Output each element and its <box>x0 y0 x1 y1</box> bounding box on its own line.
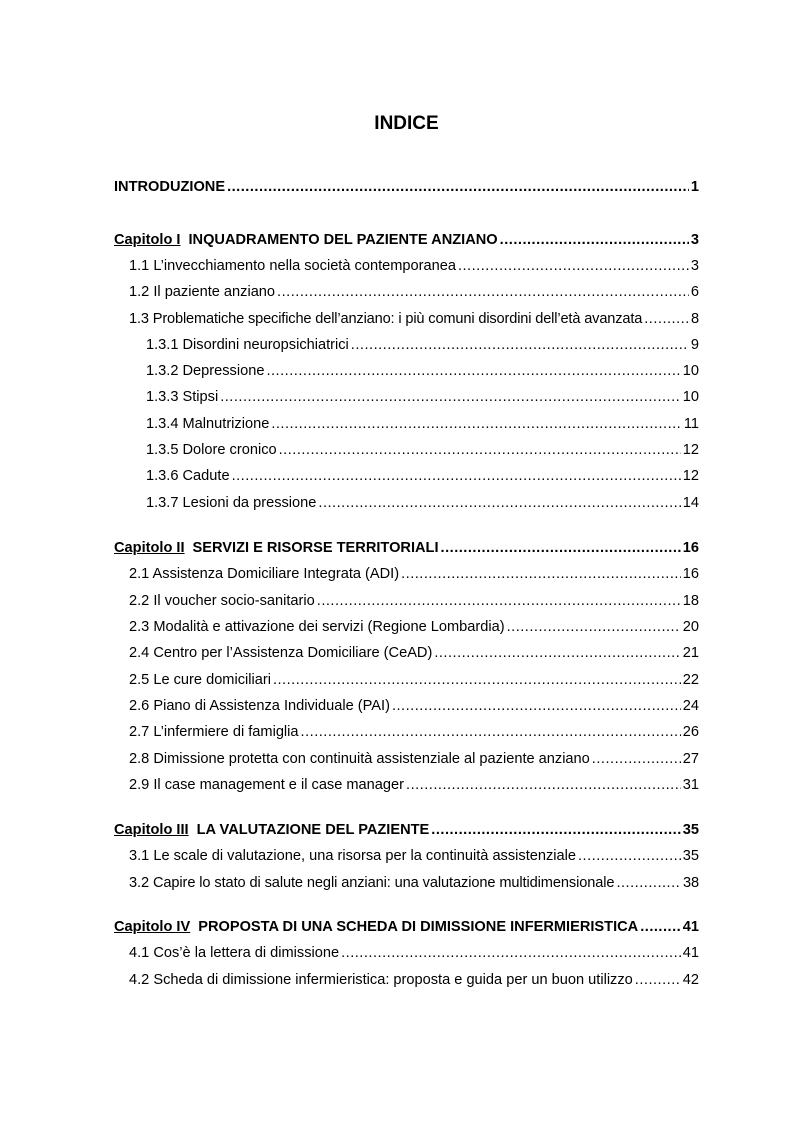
toc-entry-label: 1.3.2 Depressione <box>146 363 265 379</box>
toc-entry-label: 1.3.6 Cadute <box>146 468 230 484</box>
toc-chapter-4[interactable] <box>114 919 699 936</box>
toc-entry-label: 1.3.4 Malnutrizione <box>146 416 270 432</box>
toc-entry[interactable] <box>114 495 699 512</box>
toc-entry[interactable] <box>114 972 699 989</box>
toc-entry-label: 4.2 Scheda di dimissione infermieristica: proposta e guida per un buon utilizzo <box>129 972 633 988</box>
toc-entry[interactable] <box>114 645 699 662</box>
leader-dots <box>271 416 682 433</box>
toc-entry[interactable] <box>114 337 699 354</box>
toc-entry[interactable] <box>114 751 699 768</box>
toc-entry[interactable] <box>114 875 699 892</box>
toc-entry-page: 12 <box>682 442 699 458</box>
toc-entry-label: 2.6 Piano di Assistenza Individuale (PAI) <box>129 698 390 714</box>
toc-entry-label: 1.3.7 Lesioni da pressione <box>146 495 317 511</box>
toc-entry-page: 8 <box>691 311 699 327</box>
toc-entry-page: 41 <box>682 945 699 961</box>
toc-entry-page: 26 <box>682 724 699 740</box>
leader-dots <box>434 645 680 662</box>
toc-entry[interactable] <box>114 777 699 794</box>
leader-dots <box>301 724 681 741</box>
toc-entry-page: 14 <box>682 495 699 511</box>
chapter-number: Capitolo II <box>114 540 185 556</box>
toc-entry-page: 35 <box>682 822 699 838</box>
toc-entry-label: 2.3 Modalità e attivazione dei servizi (Regione Lombardia) <box>129 619 505 635</box>
toc-entry[interactable] <box>114 416 699 433</box>
toc-entry-page: 20 <box>682 619 699 635</box>
leader-dots <box>592 751 681 768</box>
chapter-title: INQUADRAMENTO DEL PAZIENTE ANZIANO <box>188 232 498 248</box>
chapter-number: Capitolo III <box>114 822 189 838</box>
leader-dots <box>220 389 681 406</box>
chapter-title: SERVIZI E RISORSE TERRITORIALI <box>192 540 439 556</box>
toc-entry[interactable] <box>114 672 699 689</box>
toc-entry-page: 12 <box>682 468 699 484</box>
toc-entry-page: 1 <box>690 179 699 195</box>
toc-entry-page: 35 <box>682 848 699 864</box>
leader-dots <box>273 672 681 689</box>
toc-entry-page: 21 <box>682 645 699 661</box>
leader-dots <box>578 848 681 865</box>
chapter-title: PROPOSTA DI UNA SCHEDA DI DIMISSIONE INFERMIERISTICA <box>198 919 639 935</box>
toc-entry-page: 3 <box>690 258 699 274</box>
leader-dots <box>318 495 680 512</box>
toc-entry-introduzione[interactable] <box>114 179 699 196</box>
leader-dots <box>351 337 689 354</box>
toc-entry-label: 2.4 Centro per l’Assistenza Domiciliare (CeAD) <box>129 645 433 661</box>
toc-entry[interactable] <box>114 284 699 301</box>
toc-chapter-2[interactable] <box>114 540 699 557</box>
toc-entry-label: 2.1 Assistenza Domiciliare Integrata (ADI) <box>129 566 400 582</box>
toc-entry-label: 4.1 Cos’è la lettera di dimissione <box>129 945 340 961</box>
leader-dots <box>266 363 680 380</box>
toc-entry-page: 22 <box>682 672 699 688</box>
toc-entry-label: 3.1 Le scale di valutazione, una risorsa per la continuità assistenziale <box>129 848 576 864</box>
toc-entry[interactable] <box>114 363 699 380</box>
toc-entry-page: 3 <box>690 232 699 248</box>
toc-entry[interactable] <box>114 311 699 328</box>
toc-entry-page: 11 <box>683 416 699 432</box>
toc-entry[interactable] <box>114 945 699 962</box>
leader-dots <box>227 179 689 196</box>
toc-entry-label: 1.3.1 Disordini neuropsichiatrici <box>146 337 349 353</box>
leader-dots <box>341 945 681 962</box>
toc-entry-label: 2.5 Le cure domiciliari <box>129 672 271 688</box>
toc-entry[interactable] <box>114 698 699 715</box>
toc-entry-label: 1.2 Il paziente anziano <box>129 284 276 300</box>
leader-dots <box>406 777 681 794</box>
leader-dots <box>317 593 681 610</box>
toc-entry-page: 31 <box>682 777 699 793</box>
toc-entry[interactable] <box>114 593 699 610</box>
toc-entry[interactable] <box>114 442 699 459</box>
toc-entry-page: 10 <box>682 363 699 379</box>
leader-dots <box>431 822 680 839</box>
leader-dots <box>507 619 681 636</box>
chapter-title: LA VALUTAZIONE DEL PAZIENTE <box>196 822 430 838</box>
toc-entry-page: 16 <box>682 540 699 556</box>
toc-entry-label: 2.8 Dimissione protetta con continuità assistenziale al paziente anziano <box>129 751 590 767</box>
toc-entry-page: 24 <box>682 698 699 714</box>
toc-entry-page: 42 <box>682 972 699 988</box>
leader-dots <box>644 311 689 328</box>
toc-entry-label: 2.7 L’infermiere di famiglia <box>129 724 299 740</box>
toc-entry[interactable] <box>114 468 699 485</box>
toc-entry-page: 41 <box>682 919 699 935</box>
toc-entry-label: 1.3.3 Stipsi <box>146 389 219 405</box>
leader-dots <box>640 919 681 936</box>
leader-dots <box>635 972 681 989</box>
toc-entry-page: 27 <box>682 751 699 767</box>
page-title: INDICE <box>374 113 439 134</box>
toc-entry[interactable] <box>114 619 699 636</box>
toc-entry-label: 1.3 Problematiche specifiche dell’anziano: i più comuni disordini dell’età avanzata <box>129 311 643 327</box>
leader-dots <box>458 258 689 275</box>
toc-chapter-1[interactable] <box>114 232 699 249</box>
leader-dots <box>500 232 689 249</box>
toc-entry-page: 6 <box>690 284 699 300</box>
toc-entry-label: 2.2 Il voucher socio-sanitario <box>129 593 315 609</box>
toc-entry-page: 16 <box>682 566 699 582</box>
chapter-number: Capitolo I <box>114 232 181 248</box>
leader-dots <box>616 875 681 892</box>
toc-entry-page: 18 <box>682 593 699 609</box>
chapter-number: Capitolo IV <box>114 919 191 935</box>
toc-entry-label: INTRODUZIONE <box>114 179 226 195</box>
leader-dots <box>441 540 681 557</box>
toc-entry[interactable] <box>114 389 699 406</box>
toc-entry-label: 1.1 L’invecchiamento nella società contemporanea <box>129 258 456 274</box>
toc-entry-page: 38 <box>682 875 699 891</box>
toc-entry[interactable] <box>114 848 699 865</box>
leader-dots <box>232 468 681 485</box>
toc-entry-label: 1.3.5 Dolore cronico <box>146 442 277 458</box>
leader-dots <box>392 698 681 715</box>
leader-dots <box>277 284 689 301</box>
toc-entry[interactable] <box>114 258 699 275</box>
toc-entry-page: 10 <box>682 389 699 405</box>
toc-entry-page: 9 <box>690 337 699 353</box>
toc-entry[interactable] <box>114 566 699 583</box>
toc-entry-label: 2.9 Il case management e il case manager <box>129 777 405 793</box>
leader-dots <box>401 566 681 583</box>
toc-entry-label: 3.2 Capire lo stato di salute negli anziani: una valutazione multidimensionale <box>129 875 615 891</box>
toc-entry[interactable] <box>114 724 699 741</box>
toc-chapter-3[interactable] <box>114 822 699 839</box>
leader-dots <box>279 442 681 459</box>
